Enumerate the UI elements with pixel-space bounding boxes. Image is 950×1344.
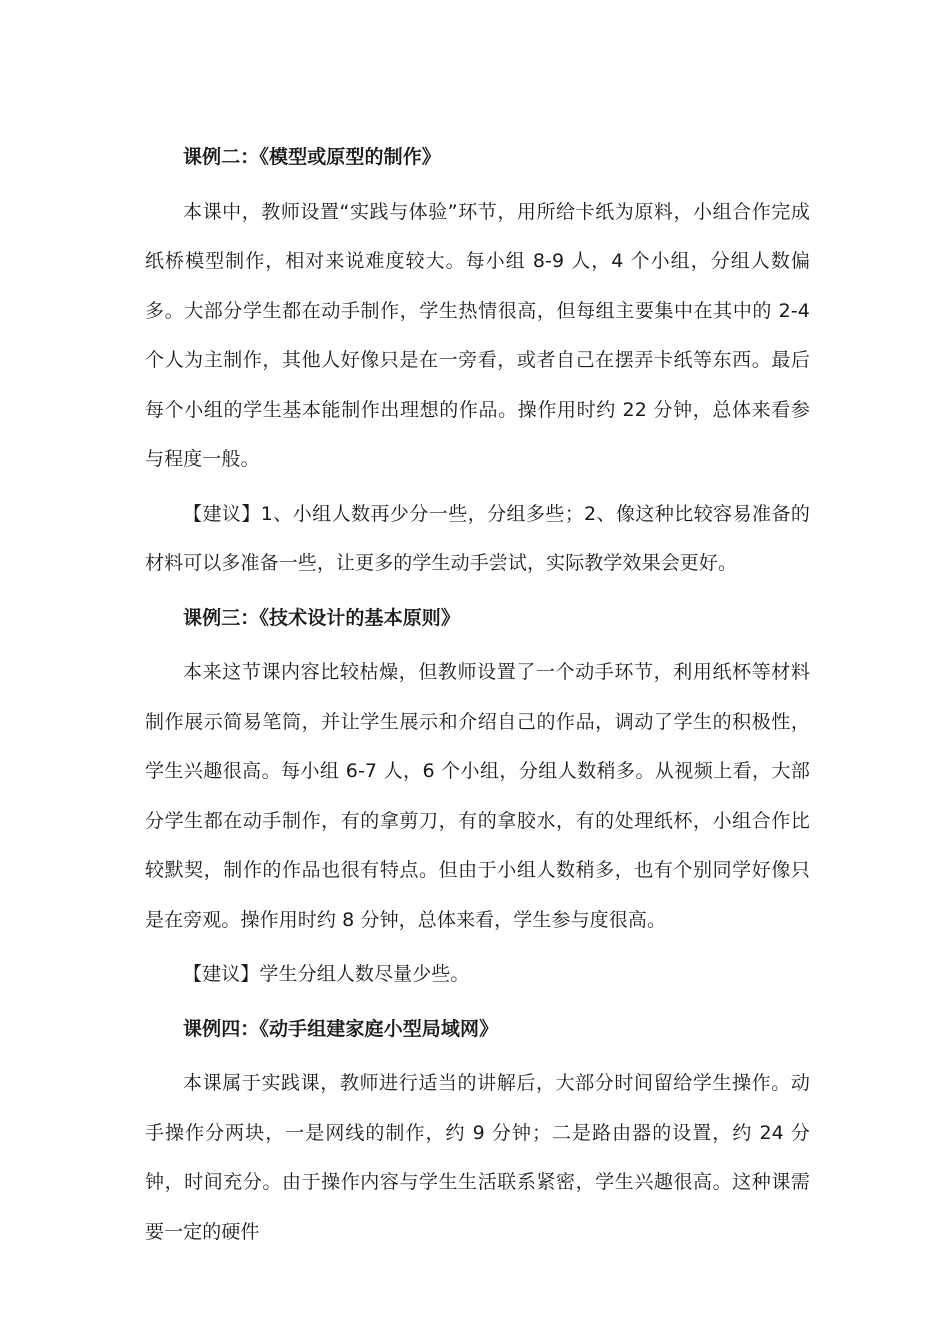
section-heading-lesson-4: 课例四：《动手组建家庭小型局域网》 [183,1017,499,1040]
section-suggestion-lesson-2: 【建议】1、小组人数再少分一些，分组多些；2、像这种比较容易准备的材料可以多准备一些，让更多的学生动手尝试，实际教学效果会更好。 [145,502,810,574]
section-heading-lesson-3: 课例三：《技术设计的基本原则》 [183,606,461,629]
document-page [145,128,810,1262]
section-body-lesson-4: 本课属于实践课，教师进行适当的讲解后，大部分时间留给学生操作。动手操作分两块，一是网线的制作，约 9 分钟；二是路由器的设置，约 24 分钟，时间充分。由于操作内容与学生生活联系紧密，学生兴趣很高。这种课需要一定的硬件 [145,1072,810,1243]
section-body-lesson-2: 本课中，教师设置“实践与体验”环节，用所给卡纸为原料，小组合作完成纸桥模型制作，相对来说难度较大。每小组 8-9 人，4 个小组，分组人数偏多。大部分学生都在动手制作，学生热情很高，但每组主要集中在其中的 2-4 个人为主制作，其他人好像只是在一旁看，或者自己在摆弄卡纸等东西。最后每个小组的学生基本能制作出理想的作品。操作用时约 22 分钟，总体来看参与程度一般。 [145,200,810,470]
section-heading-lesson-2: 课例二：《模型或原型的制作》 [183,146,441,168]
section-body-lesson-3: 本来这节课内容比较枯燥，但教师设置了一个动手环节，利用纸杯等材料制作展示简易笔筒，并让学生展示和介绍自己的作品，调动了学生的积极性，学生兴趣很高。每小组 6-7 人，6 个小组，分组人数稍多。从视频上看，大部分学生都在动手制作，有的拿剪刀，有的拿胶水，有的处理纸杯，小组合作比较默契，制作的作品也很有特点。但由于小组人数稍多，也有个别同学好像只是在旁观。操作用时约 8 分钟，总体来看，学生参与度很高。 [145,661,810,931]
section-suggestion-lesson-3: 【建议】学生分组人数尽量少些。 [183,963,470,985]
